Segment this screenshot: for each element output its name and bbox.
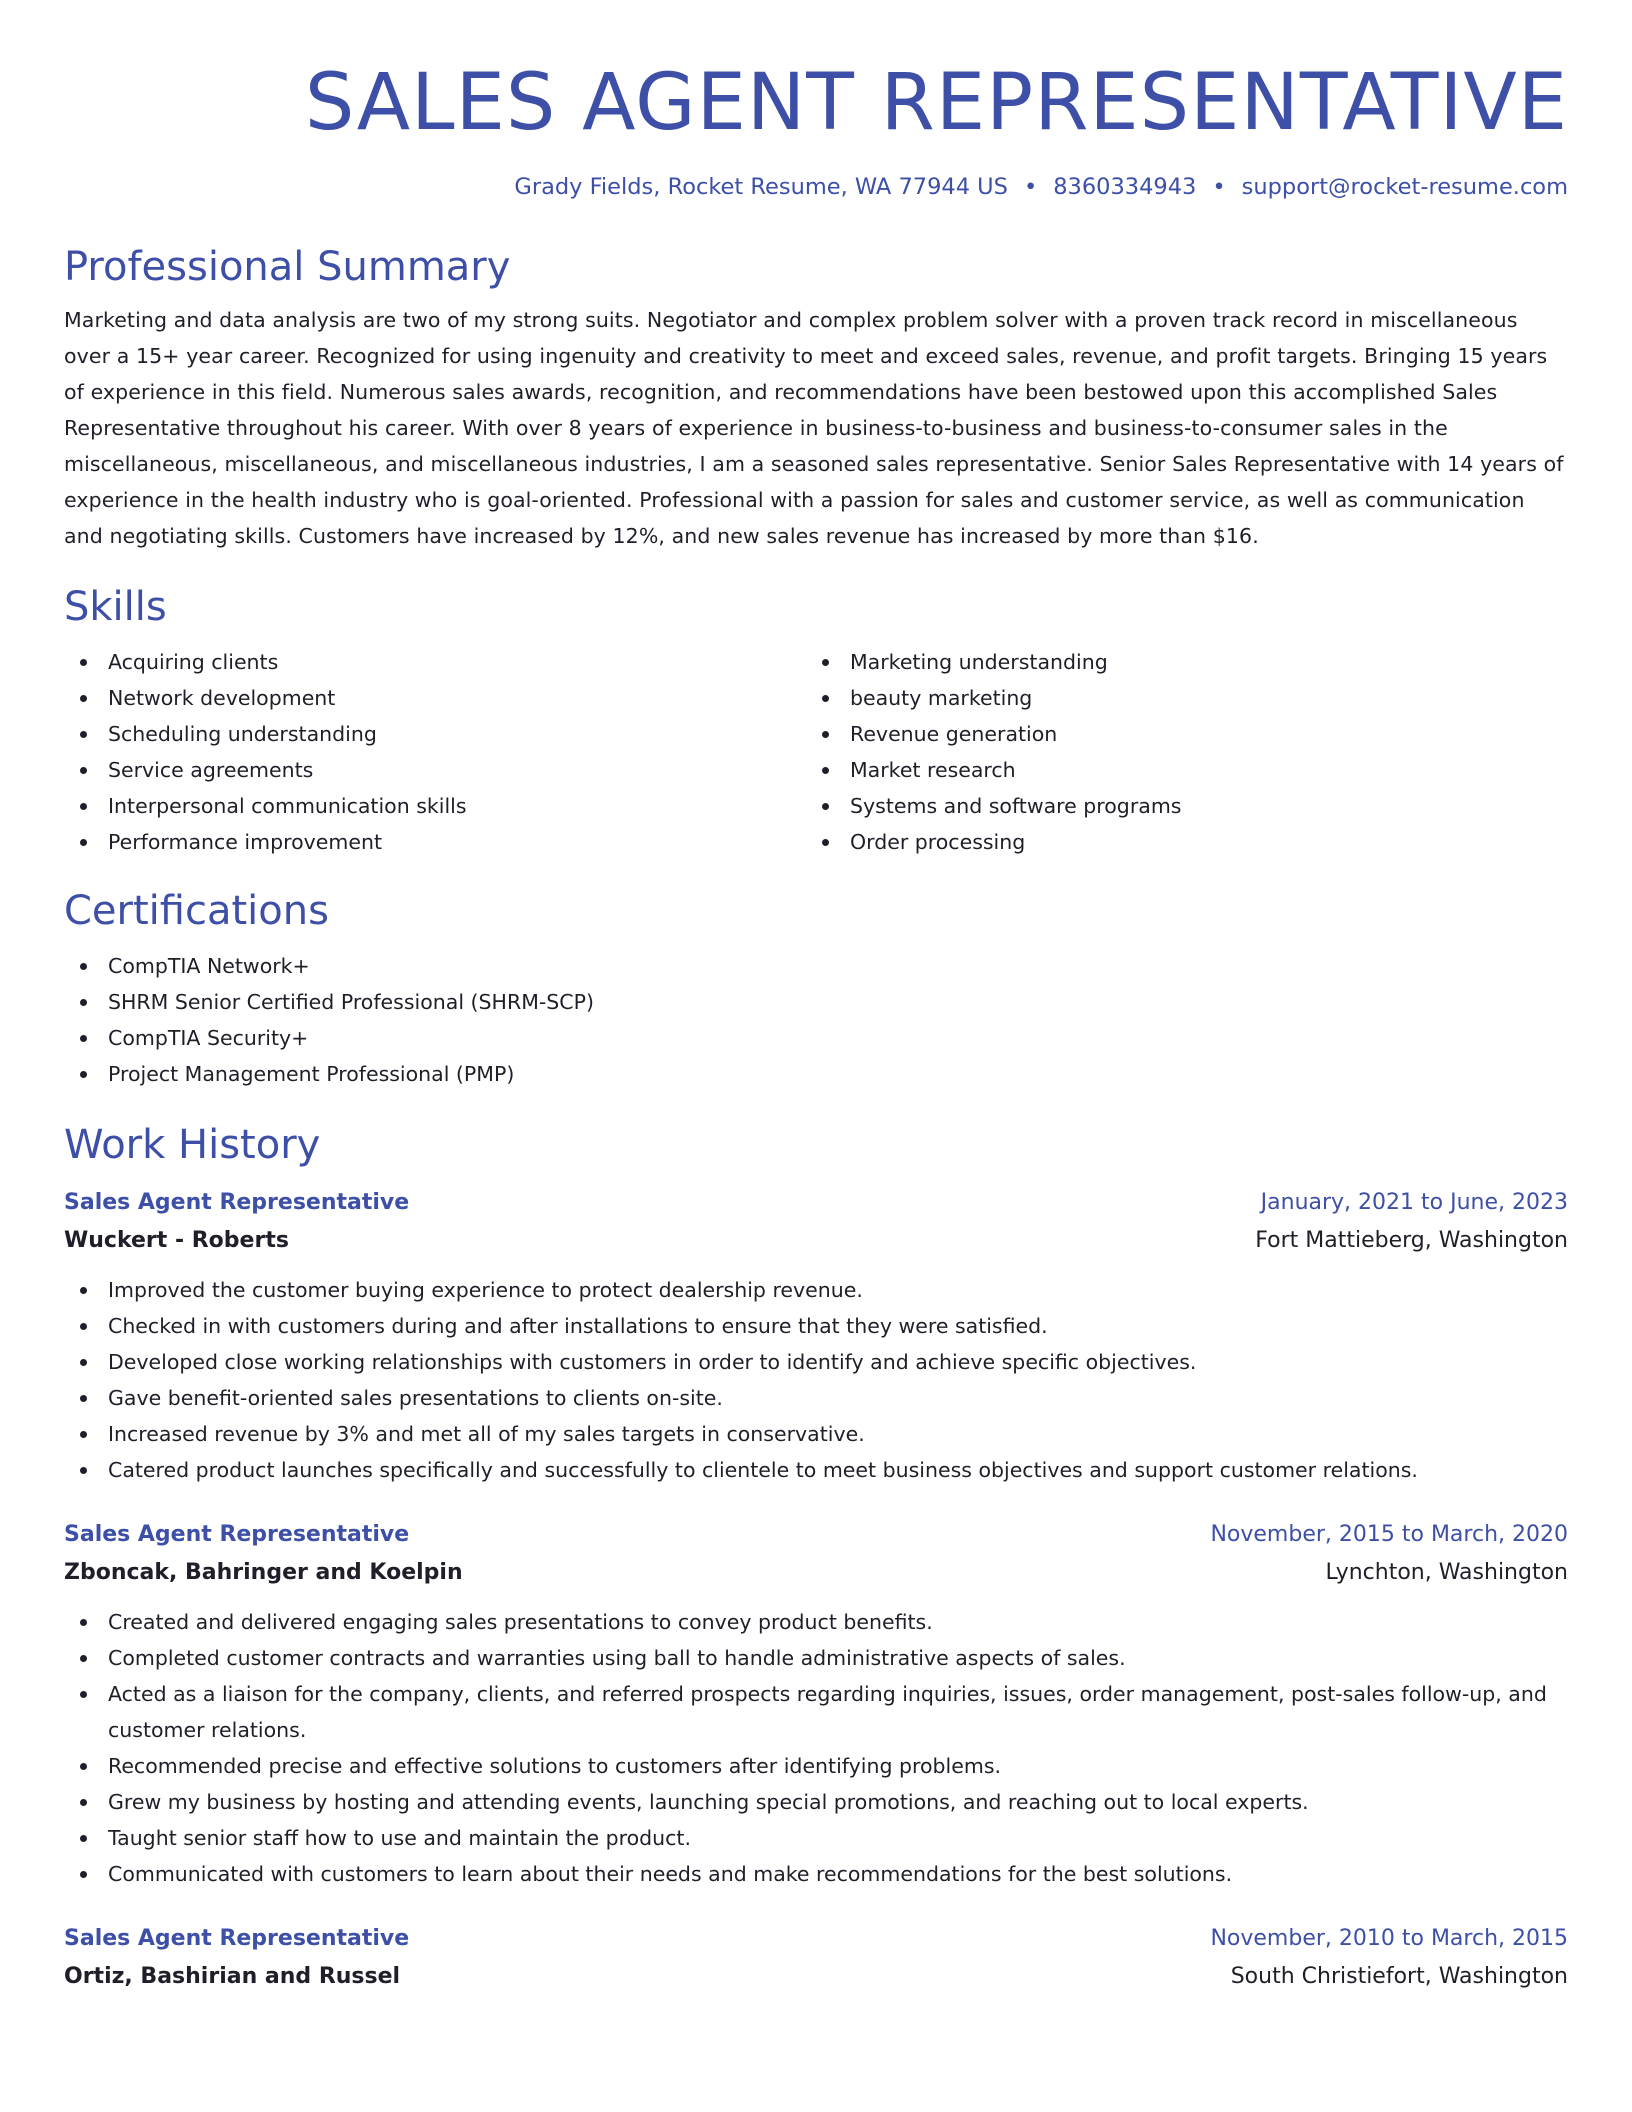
job-duty: Completed customer contracts and warranties using ball to handle administrative aspects of sales. [64, 1640, 1568, 1676]
skill-item: Performance improvement [64, 824, 806, 860]
job-duties-list [64, 1604, 1568, 1892]
certification-item: CompTIA Network+ [64, 948, 1568, 984]
job-duty: Improved the customer buying experience to protect dealership revenue. [64, 1272, 1568, 1308]
certifications-list [64, 948, 1568, 1092]
job-header-row [64, 1516, 1568, 1554]
job-duty: Acted as a liaison for the company, clients, and referred prospects regarding inquiries, issues, order management, post-sales follow-up, and customer relations. [64, 1676, 1568, 1748]
skills-list-right [806, 644, 1548, 860]
contact-separator: • [1023, 174, 1038, 200]
job-employer-row [64, 1958, 1568, 1996]
skills-columns [64, 644, 1568, 860]
job-duty: Gave benefit-oriented sales presentations to clients on-site. [64, 1380, 1568, 1416]
skill-item: Scheduling understanding [64, 716, 806, 752]
job-role: Sales Agent Representative [64, 1190, 410, 1215]
job-entry [64, 1184, 1568, 1488]
job-location: Lynchton, Washington [1325, 1560, 1568, 1585]
job-company: Zboncak, Bahringer and Koelpin [64, 1560, 463, 1585]
certifications-heading: Certifications [64, 888, 329, 934]
job-location: Fort Mattieberg, Washington [1255, 1228, 1568, 1253]
skill-item: Service agreements [64, 752, 806, 788]
resume-title: SALES AGENT REPRESENTATIVE [304, 58, 1568, 148]
skill-item: Network development [64, 680, 806, 716]
job-employer-row [64, 1554, 1568, 1592]
contact-address: Grady Fields, Rocket Resume, WA 77944 US [514, 174, 1008, 200]
job-company: Wuckert - Roberts [64, 1228, 289, 1253]
job-dates: November, 2015 to March, 2020 [1210, 1522, 1568, 1547]
skills-heading: Skills [64, 584, 167, 630]
job-entry [64, 1920, 1568, 1996]
skill-item: Systems and software programs [806, 788, 1548, 824]
resume-page [64, 0, 1568, 1996]
skill-item: Acquiring clients [64, 644, 806, 680]
job-dates: November, 2010 to March, 2015 [1210, 1926, 1568, 1951]
skills-list-left [64, 644, 806, 860]
skill-item: beauty marketing [806, 680, 1548, 716]
certification-item: SHRM Senior Certified Professional (SHRM-SCP) [64, 984, 1568, 1020]
job-duty: Created and delivered engaging sales presentations to convey product benefits. [64, 1604, 1568, 1640]
job-header-row [64, 1184, 1568, 1222]
contact-line [64, 170, 1568, 204]
job-duties-list [64, 1272, 1568, 1488]
job-duty: Developed close working relationships with customers in order to identify and achieve specific objectives. [64, 1344, 1568, 1380]
work-history-heading: Work History [64, 1122, 321, 1168]
job-dates: January, 2021 to June, 2023 [1260, 1190, 1568, 1215]
job-duty: Recommended precise and effective solutions to customers after identifying problems. [64, 1748, 1568, 1784]
job-company: Ortiz, Bashirian and Russel [64, 1964, 401, 1989]
job-location: South Christiefort, Washington [1230, 1964, 1568, 1989]
skill-item: Interpersonal communication skills [64, 788, 806, 824]
job-duty: Increased revenue by 3% and met all of my sales targets in conservative. [64, 1416, 1568, 1452]
job-employer-row [64, 1222, 1568, 1260]
job-role: Sales Agent Representative [64, 1522, 410, 1547]
summary-heading: Professional Summary [64, 244, 511, 290]
contact-phone: 8360334943 [1053, 174, 1197, 200]
job-duty: Catered product launches specifically and successfully to clientele to meet business objectives and support customer relations. [64, 1452, 1568, 1488]
skill-item: Revenue generation [806, 716, 1548, 752]
job-role: Sales Agent Representative [64, 1926, 410, 1951]
certification-item: Project Management Professional (PMP) [64, 1056, 1568, 1092]
job-header-row [64, 1920, 1568, 1958]
skill-item: Market research [806, 752, 1548, 788]
skill-item: Marketing understanding [806, 644, 1548, 680]
job-duty: Checked in with customers during and after installations to ensure that they were satisfied. [64, 1308, 1568, 1344]
job-duty: Taught senior staff how to use and maintain the product. [64, 1820, 1568, 1856]
contact-separator: • [1212, 174, 1226, 200]
contact-email[interactable]: support@rocket-resume.com [1241, 174, 1568, 200]
job-duty: Communicated with customers to learn about their needs and make recommendations for the best solutions. [64, 1856, 1568, 1892]
skill-item: Order processing [806, 824, 1548, 860]
job-duty: Grew my business by hosting and attending events, launching special promotions, and reaching out to local experts. [64, 1784, 1568, 1820]
summary-text: Marketing and data analysis are two of my strong suits. Negotiator and complex problem solver with a proven track record in miscellaneous over a 15+ year career. Recognized for using ingenuity and creativity to meet and exceed sales, revenue, and profit targets. Bringing 15 years of experience in this field. Numerous sales awards, recognition, and recommendations have been bestowed upon this accomplished Sales Representative throughout his career. With over 8 years of experience in business-to-business and business-to-consumer sales in the miscellaneous, miscellaneous, and miscellaneous industries, I am a seasoned sales representative. Senior Sales Representative with 14 years of experience in the health industry who is goal-oriented. Professional with a passion for sales and customer service, as well as communication and negotiating skills. Customers have increased by 12%, and new sales revenue has increased by more than $16. [64, 308, 1564, 548]
certification-item: CompTIA Security+ [64, 1020, 1568, 1056]
job-entry [64, 1516, 1568, 1892]
